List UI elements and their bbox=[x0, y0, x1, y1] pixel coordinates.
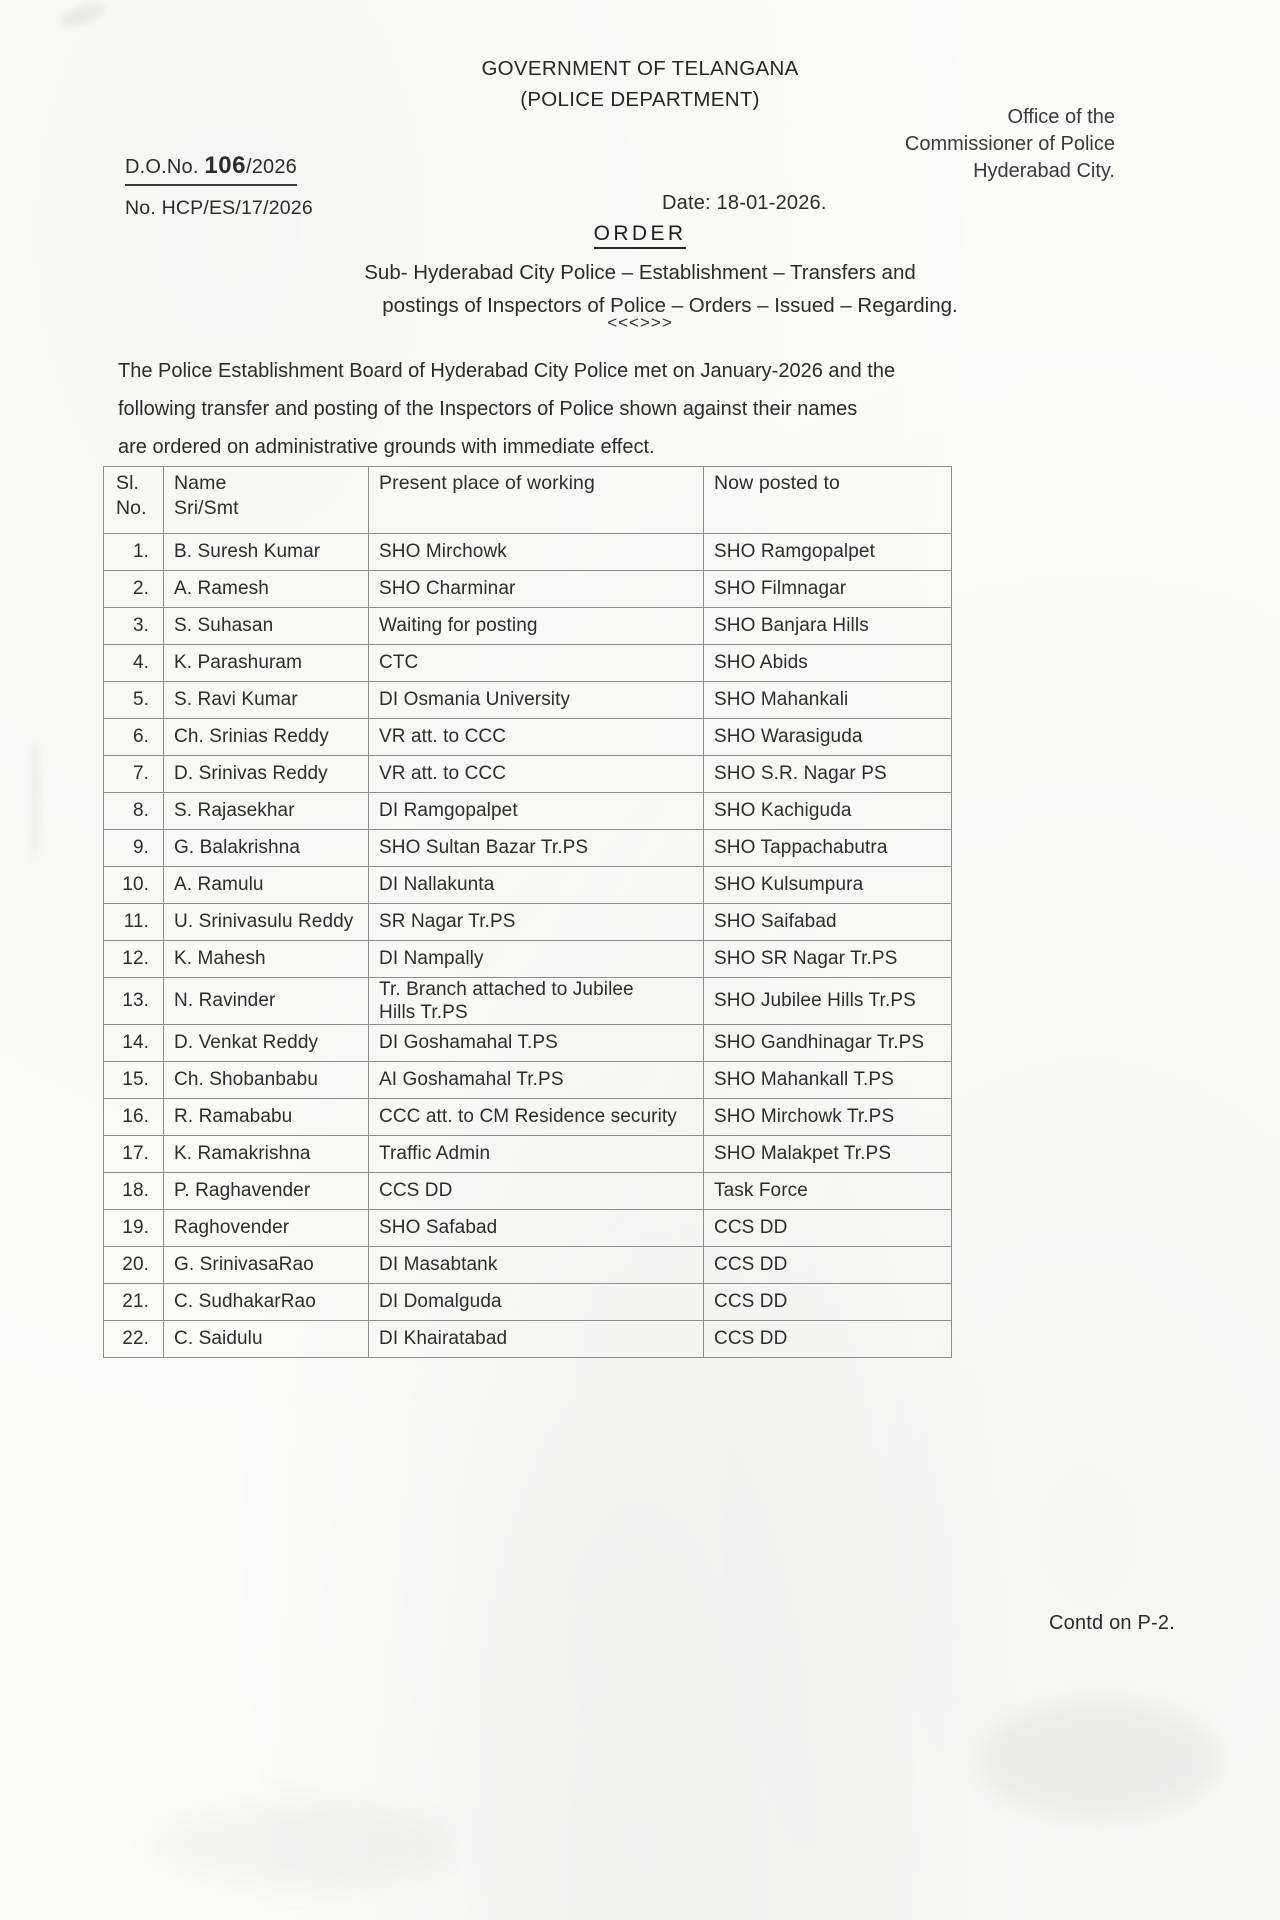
cell-present-place: DI Goshamahal T.PS bbox=[369, 1025, 704, 1062]
cell-name: U. Srinivasulu Reddy bbox=[164, 904, 369, 941]
cell-name: K. Mahesh bbox=[164, 941, 369, 978]
column-header-now-posted: Now posted to bbox=[704, 467, 952, 534]
cell-name: N. Ravinder bbox=[164, 978, 369, 1025]
cell-sl-no: 16. bbox=[104, 1099, 164, 1136]
subject-line-1: Sub- Hyderabad City Police – Establishment – Transfers and bbox=[364, 261, 916, 284]
column-header-name-line2: Sri/Smt bbox=[174, 497, 239, 519]
cell-present-place: AI Goshamahal Tr.PS bbox=[369, 1062, 704, 1099]
cell-present-place: SHO Sultan Bazar Tr.PS bbox=[369, 830, 704, 867]
cell-name: R. Ramababu bbox=[164, 1099, 369, 1136]
column-header-present-place: Present place of working bbox=[369, 467, 704, 534]
cell-now-posted: SHO Kulsumpura bbox=[704, 867, 952, 904]
table-header-row bbox=[104, 467, 952, 534]
column-header-sl-line1: Sl. bbox=[116, 472, 140, 494]
table-row bbox=[104, 608, 952, 645]
cell-name: G. SrinivasaRao bbox=[164, 1247, 369, 1284]
cell-now-posted: SHO Mahankall T.PS bbox=[704, 1062, 952, 1099]
cell-sl-no: 9. bbox=[104, 830, 164, 867]
cell-present-place: CCC att. to CM Residence security bbox=[369, 1099, 704, 1136]
transfers-table bbox=[103, 466, 952, 1358]
cell-sl-no: 8. bbox=[104, 793, 164, 830]
table-row bbox=[104, 1136, 952, 1173]
cell-name: A. Ramesh bbox=[164, 571, 369, 608]
cell-name: K. Ramakrishna bbox=[164, 1136, 369, 1173]
column-header-name-line1: Name bbox=[174, 472, 227, 494]
cell-present-place: DI Nallakunta bbox=[369, 867, 704, 904]
cell-now-posted: SHO Banjara Hills bbox=[704, 608, 952, 645]
cell-sl-no: 20. bbox=[104, 1247, 164, 1284]
cell-name: P. Raghavender bbox=[164, 1173, 369, 1210]
table-row bbox=[104, 1099, 952, 1136]
cell-name: Ch. Srinias Reddy bbox=[164, 719, 369, 756]
cell-present-place: DI Ramgopalpet bbox=[369, 793, 704, 830]
cell-sl-no: 1. bbox=[104, 534, 164, 571]
cell-name: Ch. Shobanbabu bbox=[164, 1062, 369, 1099]
office-address-line-2: Commissioner of Police bbox=[904, 133, 1115, 155]
table-row bbox=[104, 1025, 952, 1062]
do-number-line bbox=[125, 150, 297, 186]
cell-present-place: DI Osmania University bbox=[369, 682, 704, 719]
cell-sl-no: 19. bbox=[104, 1210, 164, 1247]
cell-now-posted: SHO Abids bbox=[704, 645, 952, 682]
cell-name: K. Parashuram bbox=[164, 645, 369, 682]
cell-present-place: DI Domalguda bbox=[369, 1284, 704, 1321]
table-row bbox=[104, 1210, 952, 1247]
table-row bbox=[104, 756, 952, 793]
cell-now-posted: SHO S.R. Nagar PS bbox=[704, 756, 952, 793]
table-row bbox=[104, 1062, 952, 1099]
cell-now-posted: SHO Mirchowk Tr.PS bbox=[704, 1099, 952, 1136]
cell-present-place: VR att. to CCC bbox=[369, 756, 704, 793]
cell-name: A. Ramulu bbox=[164, 867, 369, 904]
table-row bbox=[104, 719, 952, 756]
body-line-1: The Police Establishment Board of Hyderabad City Police met on January-2026 and the bbox=[118, 360, 896, 382]
cell-now-posted: SHO Gandhinagar Tr.PS bbox=[704, 1025, 952, 1062]
do-number-label: D.O.No. bbox=[125, 156, 199, 178]
cell-sl-no: 10. bbox=[104, 867, 164, 904]
cell-sl-no: 22. bbox=[104, 1321, 164, 1358]
table-row bbox=[104, 941, 952, 978]
cell-sl-no: 15. bbox=[104, 1062, 164, 1099]
department-title: (POLICE DEPARTMENT) bbox=[520, 88, 760, 111]
cell-now-posted: SHO Saifabad bbox=[704, 904, 952, 941]
cell-present-place: CCS DD bbox=[369, 1173, 704, 1210]
cell-present-place: Waiting for posting bbox=[369, 608, 704, 645]
cell-present-place: SHO Safabad bbox=[369, 1210, 704, 1247]
cell-present-place: Traffic Admin bbox=[369, 1136, 704, 1173]
cell-present-place: SHO Mirchowk bbox=[369, 534, 704, 571]
office-address-line-1: Office of the bbox=[1007, 106, 1115, 128]
cell-name: D. Srinivas Reddy bbox=[164, 756, 369, 793]
cell-sl-no: 3. bbox=[104, 608, 164, 645]
cell-sl-no: 18. bbox=[104, 1173, 164, 1210]
divider-ornament: <<<>>> bbox=[607, 313, 673, 332]
cell-sl-no: 7. bbox=[104, 756, 164, 793]
table-row bbox=[104, 645, 952, 682]
column-header-sl-line2: No. bbox=[116, 497, 147, 519]
column-header-sl-no bbox=[104, 467, 164, 534]
table-row bbox=[104, 793, 952, 830]
cell-present-place: SR Nagar Tr.PS bbox=[369, 904, 704, 941]
transfers-table-container bbox=[103, 466, 951, 1358]
cell-present-place: DI Nampally bbox=[369, 941, 704, 978]
cell-present-place: VR att. to CCC bbox=[369, 719, 704, 756]
cell-name: S. Ravi Kumar bbox=[164, 682, 369, 719]
cell-present-place-line1: Tr. Branch attached to Jubilee bbox=[379, 979, 634, 1000]
cell-present-place: CTC bbox=[369, 645, 704, 682]
cell-present-place bbox=[369, 978, 704, 1025]
cell-sl-no: 2. bbox=[104, 571, 164, 608]
cell-sl-no: 17. bbox=[104, 1136, 164, 1173]
cell-now-posted: SHO Warasiguda bbox=[704, 719, 952, 756]
cell-present-place: DI Khairatabad bbox=[369, 1321, 704, 1358]
table-row bbox=[104, 867, 952, 904]
cell-present-place: DI Masabtank bbox=[369, 1247, 704, 1284]
table-row bbox=[104, 682, 952, 719]
cell-name: S. Rajasekhar bbox=[164, 793, 369, 830]
table-row bbox=[104, 1321, 952, 1358]
column-header-name bbox=[164, 467, 369, 534]
cell-now-posted: SHO Ramgopalpet bbox=[704, 534, 952, 571]
table-row bbox=[104, 1173, 952, 1210]
table-row bbox=[104, 1247, 952, 1284]
cell-name: C. Saidulu bbox=[164, 1321, 369, 1358]
continued-note: Contd on P-2. bbox=[1048, 1612, 1175, 1634]
cell-sl-no: 5. bbox=[104, 682, 164, 719]
cell-name: S. Suhasan bbox=[164, 608, 369, 645]
table-body bbox=[104, 534, 952, 1358]
cell-sl-no: 13. bbox=[104, 978, 164, 1025]
cell-name: G. Balakrishna bbox=[164, 830, 369, 867]
cell-now-posted: SHO Malakpet Tr.PS bbox=[704, 1136, 952, 1173]
cell-now-posted: SHO Jubilee Hills Tr.PS bbox=[704, 978, 952, 1025]
cell-name: C. SudhakarRao bbox=[164, 1284, 369, 1321]
do-number-value: 106 bbox=[204, 152, 246, 179]
cell-now-posted: CCS DD bbox=[704, 1284, 952, 1321]
cell-sl-no: 14. bbox=[104, 1025, 164, 1062]
body-line-3: are ordered on administrative grounds with immediate effect. bbox=[118, 436, 655, 458]
cell-now-posted: SHO SR Nagar Tr.PS bbox=[704, 941, 952, 978]
cell-sl-no: 6. bbox=[104, 719, 164, 756]
do-number-year: /2026 bbox=[245, 156, 298, 178]
body-line-2: following transfer and posting of the Inspectors of Police shown against their names bbox=[118, 398, 858, 420]
table-row bbox=[104, 571, 952, 608]
cell-present-place-line2: Hills Tr.PS bbox=[379, 1002, 468, 1023]
cell-now-posted: SHO Kachiguda bbox=[704, 793, 952, 830]
order-body-paragraph bbox=[118, 352, 1170, 466]
cell-sl-no: 4. bbox=[104, 645, 164, 682]
order-heading bbox=[0, 222, 1280, 246]
cell-sl-no: 21. bbox=[104, 1284, 164, 1321]
order-date: Date: 18-01-2026. bbox=[662, 192, 827, 214]
cell-name: B. Suresh Kumar bbox=[164, 534, 369, 571]
government-title: GOVERNMENT OF TELANGANA bbox=[481, 57, 799, 80]
cell-now-posted: SHO Mahankali bbox=[704, 682, 952, 719]
cell-now-posted: CCS DD bbox=[704, 1321, 952, 1358]
office-address-line-3: Hyderabad City. bbox=[973, 160, 1115, 182]
cell-sl-no: 11. bbox=[104, 904, 164, 941]
order-heading-text: ORDER bbox=[594, 222, 687, 249]
subject-line-2: postings of Inspectors of Police – Orders – Issued – Regarding. bbox=[382, 294, 958, 317]
order-number-block bbox=[125, 150, 313, 224]
file-reference-number: No. HCP/ES/17/2026 bbox=[125, 197, 313, 219]
office-address-block bbox=[905, 104, 1115, 185]
cell-name: Raghovender bbox=[164, 1210, 369, 1247]
cell-now-posted: CCS DD bbox=[704, 1247, 952, 1284]
table-header bbox=[104, 467, 952, 534]
cell-now-posted: CCS DD bbox=[704, 1210, 952, 1247]
cell-name: D. Venkat Reddy bbox=[164, 1025, 369, 1062]
cell-now-posted: SHO Filmnagar bbox=[704, 571, 952, 608]
cell-present-place: SHO Charminar bbox=[369, 571, 704, 608]
table-row bbox=[104, 534, 952, 571]
table-row bbox=[104, 830, 952, 867]
table-row bbox=[104, 1284, 952, 1321]
cell-now-posted: SHO Tappachabutra bbox=[704, 830, 952, 867]
cell-sl-no: 12. bbox=[104, 941, 164, 978]
table-row bbox=[104, 904, 952, 941]
table-row bbox=[104, 978, 952, 1025]
cell-now-posted: Task Force bbox=[704, 1173, 952, 1210]
